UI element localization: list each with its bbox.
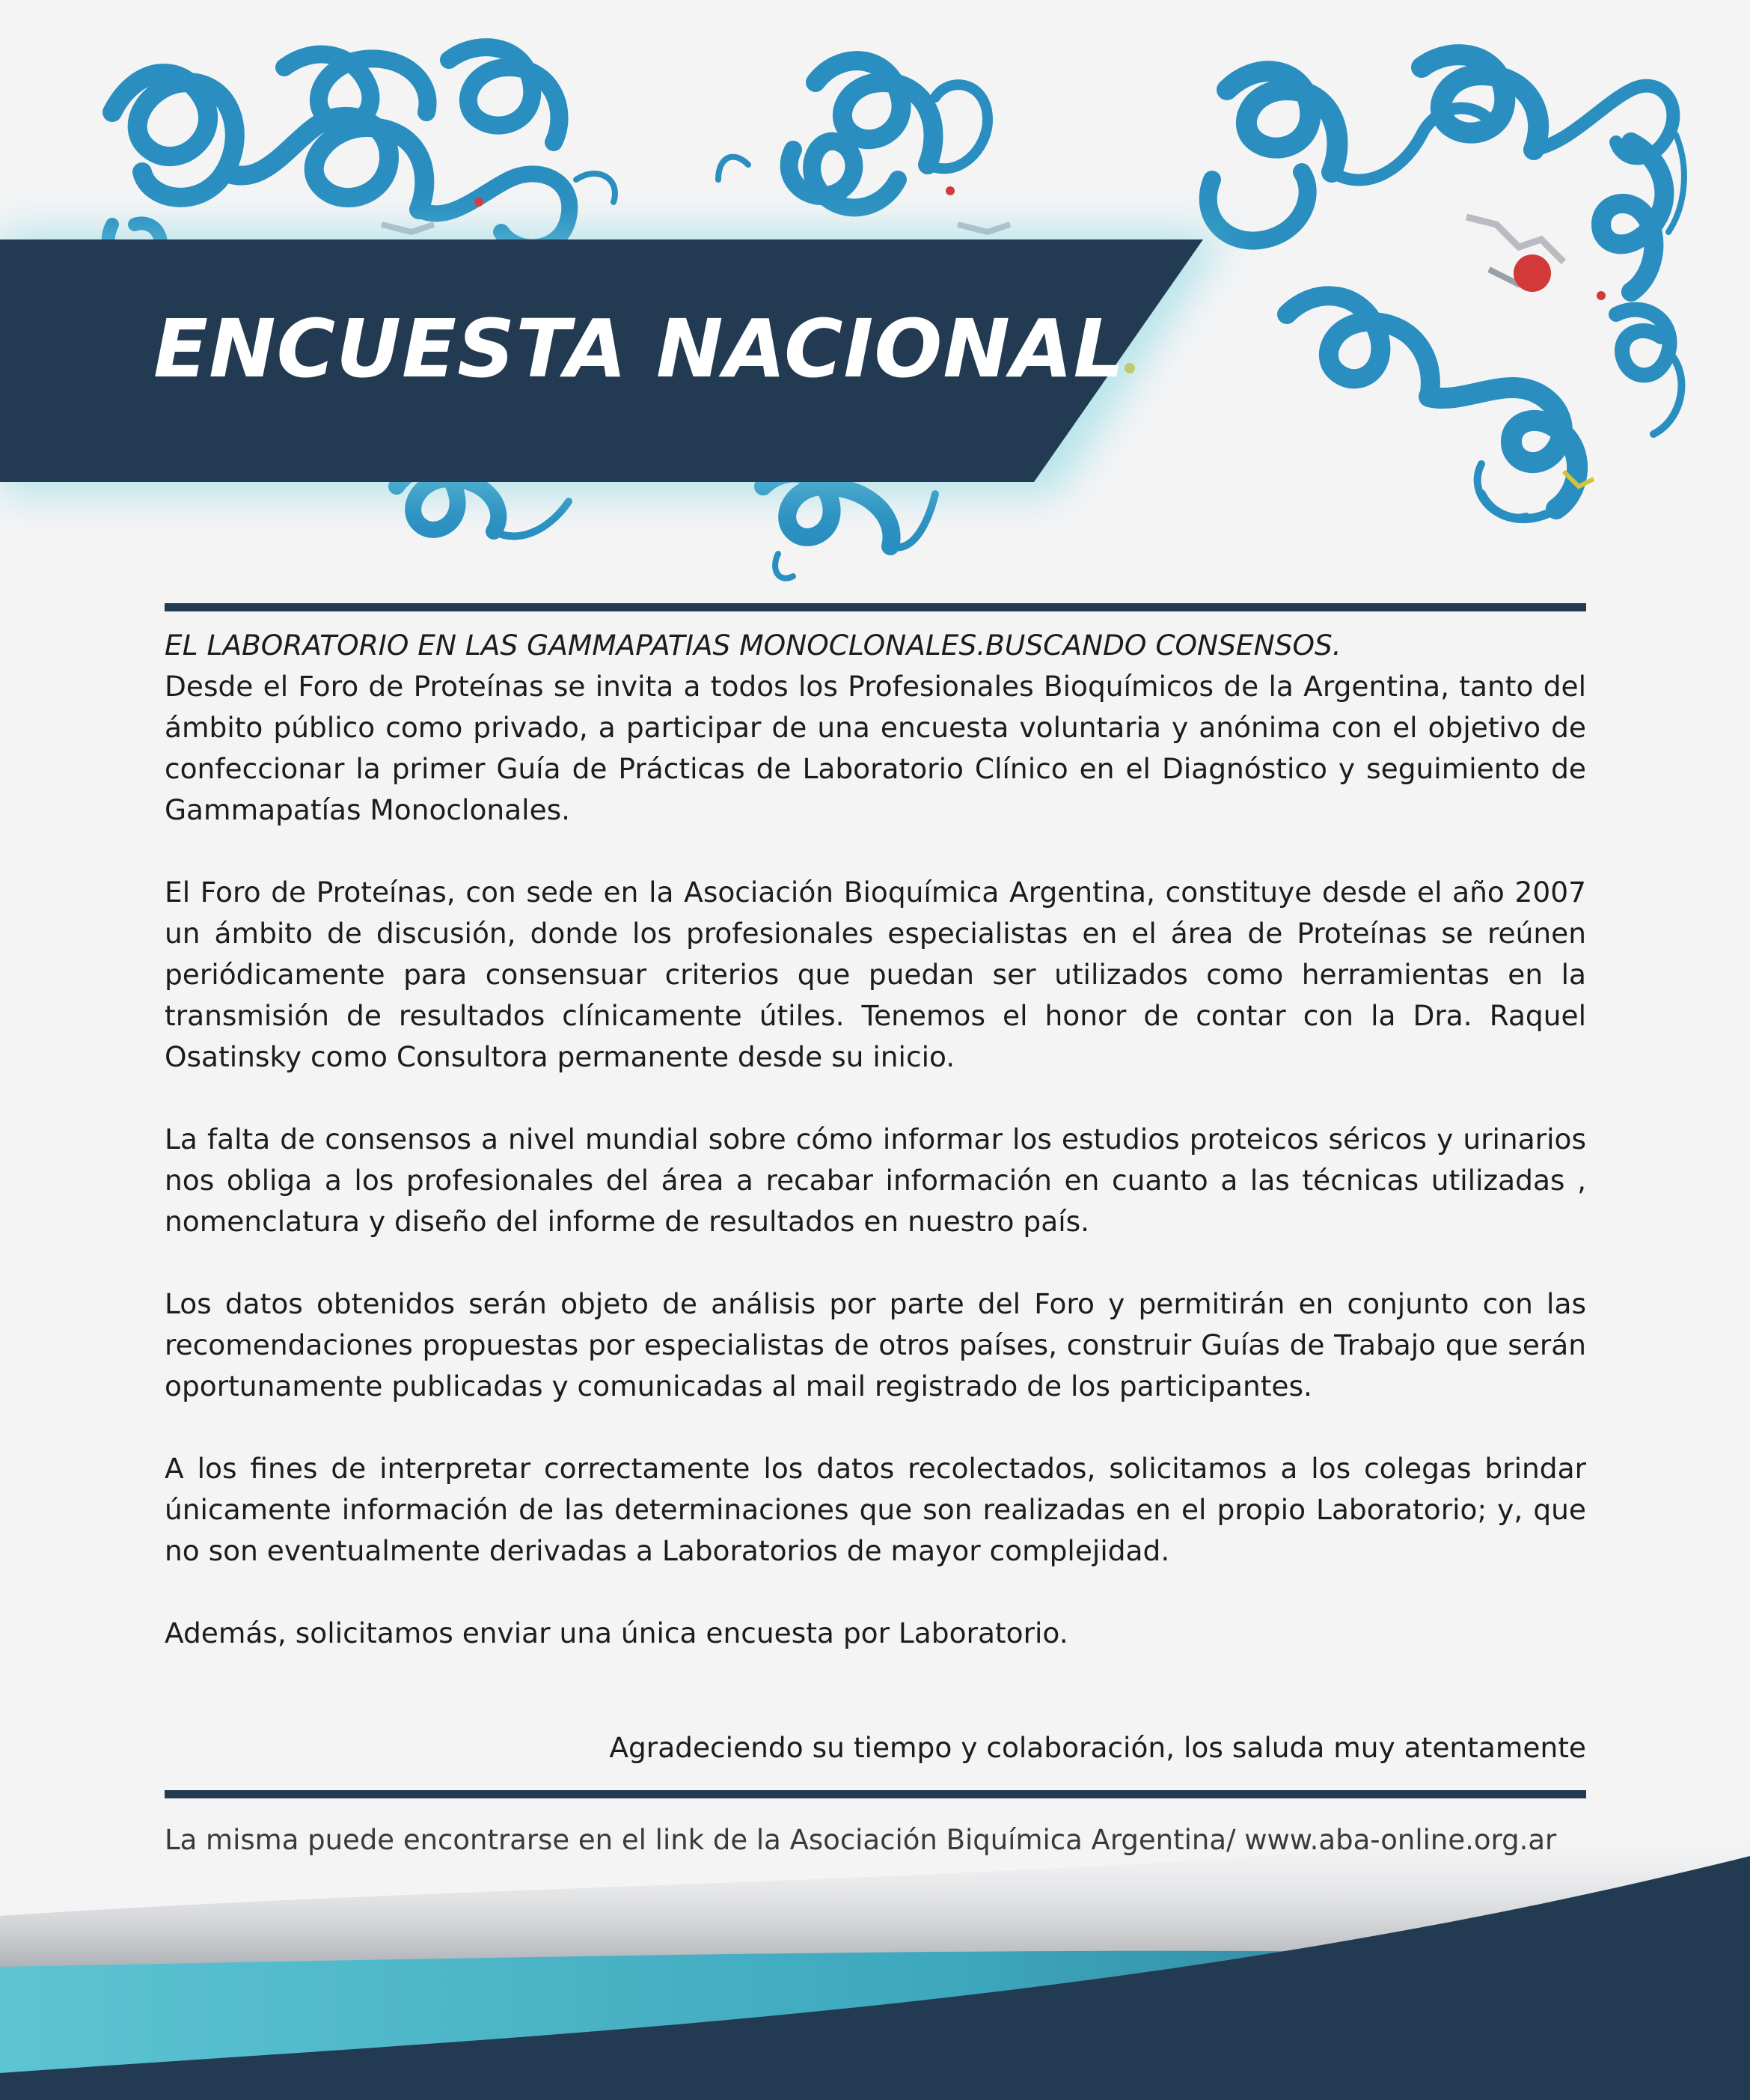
protein-ribbon-right — [1208, 55, 1684, 519]
paragraph: Desde el Foro de Proteínas se invita a todos los Profesionales Bioquímicos de la Argentina, tanto del ámbito público como privado, a participar de una encuesta voluntaria y anónima con el objetivo de confeccionar la primer Guía de Prácticas de Laboratorio Clínico en el Diagnóstico y seguimiento de Gammapatías Monoclonales. — [165, 670, 1586, 826]
closing-line: Agradeciendo su tiempo y colaboración, los saluda muy atentamente — [609, 1731, 1586, 1764]
footer-link[interactable]: La misma puede encontrarse en el link de la Asociación Biquímica Argentina/ www.aba-online.org.ar — [165, 1824, 1557, 1856]
paragraph: A los fines de interpretar correctamente los datos recolectados, solicitamos a los colegas brindar únicamente información de las determinaciones que son realizadas en el propio Laboratorio; y, que no son eventualmente derivadas a Laboratorios de mayor complejidad. — [165, 1452, 1586, 1567]
bottom-divider — [165, 1790, 1586, 1798]
page-title: ENCUESTA NACIONAL — [153, 303, 1125, 396]
paragraph: Los datos obtenidos serán objeto de análisis por parte del Foro y permitirán en conjunto con las recomendaciones propuestas por especialistas de otros países, construir Guías de Trabajo que serán oportunamente publicadas y comunicadas al mail registrado de los participantes. — [165, 1287, 1586, 1402]
subtitle: EL LABORATORIO EN LAS GAMMAPATIAS MONOCLONALES.BUSCANDO CONSENSOS. — [165, 629, 1341, 662]
paragraph: El Foro de Proteínas, con sede en la Asociación Bioquímica Argentina, constituye desde el año 2007 un ámbito de discusión, donde los profesionales especialistas en el área de Proteínas se reúnen periódicamente para consensuar criterios que puedan ser utilizados como herramientas en la transmisión de resultados clínicamente útiles. Tenemos el honor de contar con la Dra. Raquel Osatinsky como Consultora permanente desde su inicio. — [165, 876, 1586, 1073]
top-divider — [165, 603, 1586, 611]
body-text — [165, 625, 1586, 1654]
paragraph: Además, solicitamos enviar una única encuesta por Laboratorio. — [165, 1617, 1068, 1649]
paragraph: La falta de consensos a nivel mundial sobre cómo informar los estudios proteicos séricos y urinarios nos obliga a los profesionales del área a recabar información en cuanto a las técnicas utilizadas , nomenclatura y diseño del informe de resultados en nuestro país. — [165, 1123, 1586, 1238]
